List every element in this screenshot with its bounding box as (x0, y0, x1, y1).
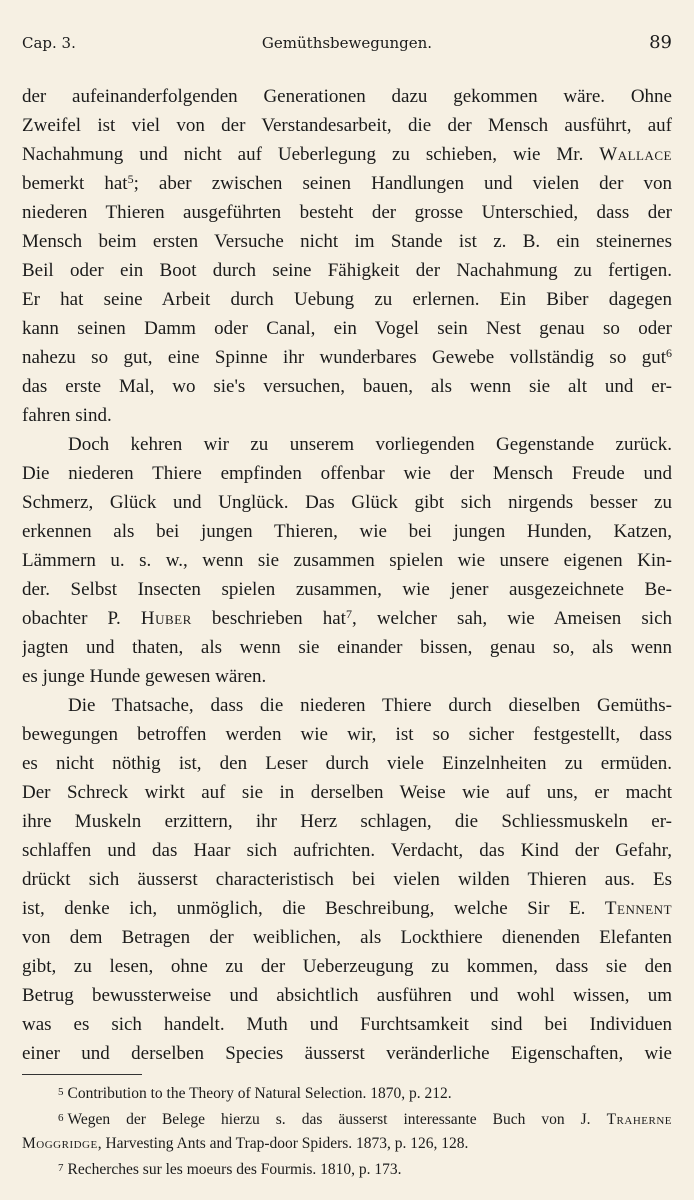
main-text (22, 82, 672, 1068)
running-title: Gemüthsbewegungen. (261, 34, 433, 52)
text-line: bewegungen betroffen werden wie wir, ist so sicher festgestellt, dass (22, 724, 672, 745)
author-name: Huber (140, 608, 192, 629)
text-line: Lämmern u. s. w., wenn sie zusammen spielen wie unsere eigenen Kin- (22, 550, 672, 571)
text-line: obachter P. Huber beschrieben hat$^7$, welcher sah, wie Ameisen sich (22, 607, 672, 629)
text-line: Er hat seine Arbeit durch Uebung zu erlernen. Ein Biber dagegen (22, 289, 672, 310)
text-line: erkennen als bei jungen Thieren, wie bei jungen Hunden, Katzen, (22, 521, 672, 542)
text-line: ist, denke ich, unmöglich, die Beschreibung, welche Sir E. Tennent (22, 898, 672, 919)
text-line: Betrug bewussterweise und absichtlich ausführen und wohl wissen, um (22, 985, 672, 1006)
text-line: Die niederen Thiere empfinden offenbar wie der Mensch Freude und (22, 463, 672, 484)
footnote-7: 7 Recherches sur les moeurs des Fourmis. 1810, p. 173. (58, 1161, 402, 1178)
text-line: niederen Thieren ausgeführten besteht der grosse Unterschied, dass der (22, 202, 672, 223)
text-line: kann seinen Damm oder Canal, ein Vogel sein Nest genau so oder (22, 318, 672, 339)
text-line: von dem Betragen der weiblichen, als Lockthiere dienenden Elefanten (22, 927, 672, 948)
text-line: es nicht nöthig ist, den Leser durch viele Einzelnheiten zu ermüden. (22, 753, 672, 774)
text-line: Schmerz, Glück und Unglück. Das Glück gibt sich nirgends besser zu (22, 492, 672, 513)
footnote-5: 5 Contribution to the Theory of Natural Selection. 1870, p. 212. (58, 1085, 452, 1102)
text-line: gibt, zu lesen, ohne zu der Ueberzeugung zu kommen, dass sie den (22, 956, 672, 977)
author-name: Tennent (604, 898, 672, 919)
text-line: der. Selbst Insecten spielen zusammen, wie jener ausgezeichnete Be- (22, 579, 672, 600)
text-line: jagten und thaten, als wenn sie einander bissen, genau so, als wenn (22, 637, 672, 658)
text-line: Die Thatsache, dass die niederen Thiere durch dieselben Gemüths- (68, 695, 672, 716)
chapter-label: Cap. 3. (22, 34, 76, 52)
text-line: drückt sich äusserst characteristisch bei vielen wilden Thieren aus. Es (22, 869, 672, 890)
author-name: Wallace (599, 144, 672, 165)
footnote-divider (22, 1074, 142, 1075)
text-line: Zweifel ist viel von der Verstandesarbeit, die der Mensch ausführt, auf (22, 115, 672, 136)
footnote-6: 6 Wegen der Belege hierzu s. das äusserst interessante Buch von J. Traherne (58, 1111, 673, 1128)
text-line: Mensch beim ersten Versuche nicht im Stande ist z. B. ein steinernes (22, 231, 672, 252)
text-line: Beil oder ein Boot durch seine Fähigkeit der Nachahmung zu fertigen. (22, 260, 672, 281)
text-line: Nachahmung und nicht auf Ueberlegung zu schieben, wie Mr. Wallace (22, 144, 672, 165)
text-line: Der Schreck wirkt auf sie in derselben Weise wie auf uns, er macht (22, 782, 672, 803)
footnote-ref: 6 (666, 346, 672, 360)
text-line: was es sich handelt. Muth und Furchtsamkeit sind bei Individuen (22, 1014, 672, 1035)
running-header (22, 34, 672, 58)
text-line: der aufeinanderfolgenden Generationen dazu gekommen wäre. Ohne (22, 86, 672, 107)
footnote-ref: 7 (345, 607, 352, 621)
text-line: es junge Hunde gewesen wären. (22, 666, 267, 687)
text-line: das erste Mal, wo sie's versuchen, bauen, als wenn sie alt und er- (22, 376, 672, 397)
footnote-6-continued: Moggridge, Harvesting Ants and Trap-door Spiders. 1873, p. 126, 128. (22, 1135, 469, 1152)
text-line: nahezu so gut, eine Spinne ihr wunderbares Gewebe vollständig so gut$^6$ (22, 346, 672, 368)
footnotes (22, 1080, 672, 1182)
text-line: schlaffen und das Haar sich aufrichten. Verdacht, das Kind der Gefahr, (22, 840, 672, 861)
text-line: einer und derselben Species äusserst veränderliche Eigenschaften, wie (22, 1043, 672, 1064)
text-line: bemerkt hat$^5$; aber zwischen seinen Handlungen und vielen der von (22, 172, 672, 194)
page-number: 89 (649, 32, 672, 53)
text-line: fahren sind. (22, 405, 112, 426)
book-page (22, 0, 672, 1200)
text-line: Doch kehren wir zu unserem vorliegenden Gegenstande zurück. (68, 434, 672, 455)
text-line: ihre Muskeln erzittern, ihr Herz schlagen, die Schliessmuskeln er- (22, 811, 672, 832)
footnote-ref: 5 (127, 172, 134, 186)
